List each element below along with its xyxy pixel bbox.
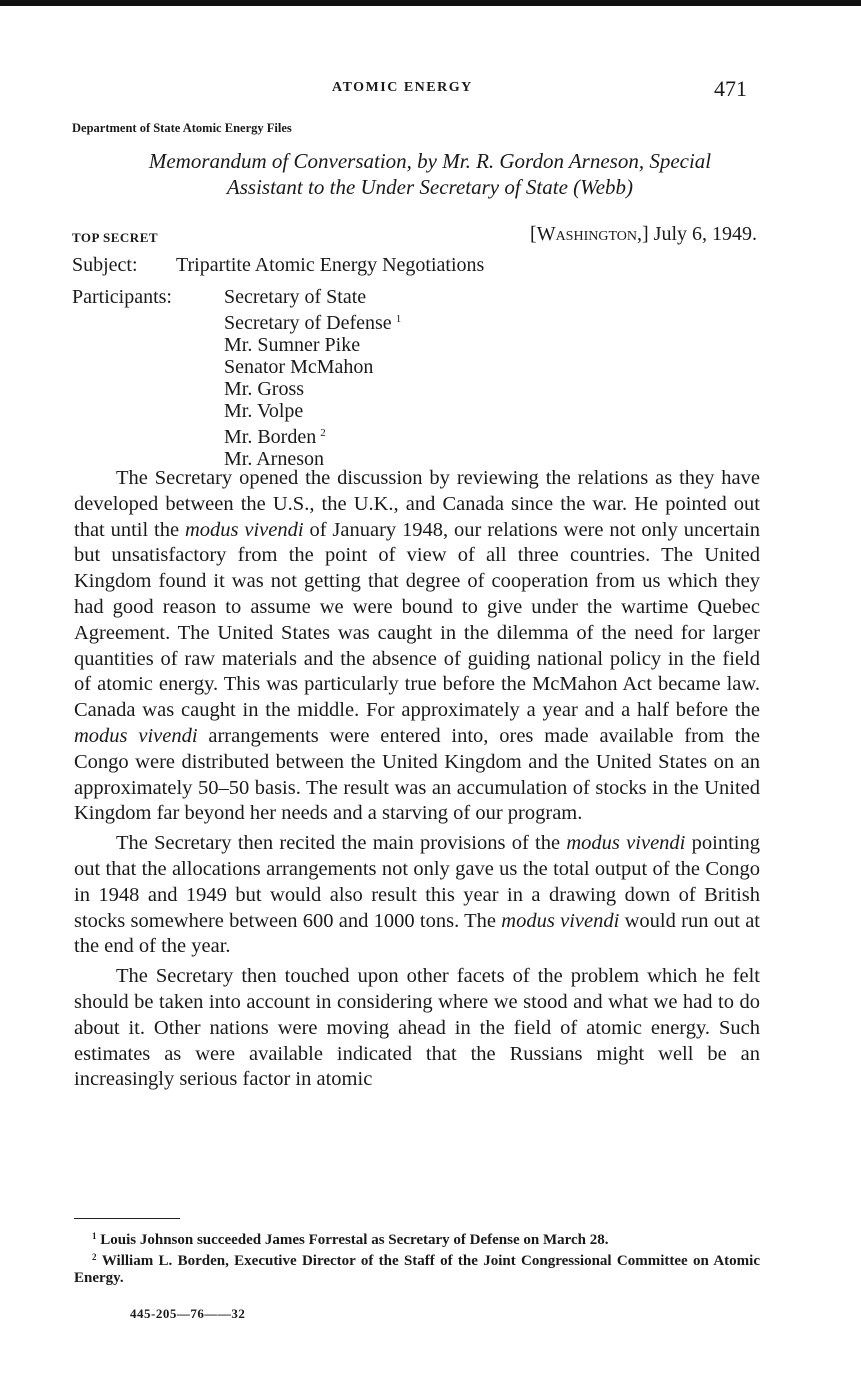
print-code: 445-205—76——32: [130, 1306, 246, 1321]
footnote-ref: 1: [395, 313, 402, 325]
participant-item: Secretary of State: [224, 286, 367, 308]
page-number: 471: [714, 76, 747, 101]
participant-item: Senator McMahon: [224, 356, 374, 378]
participant-item: Secretary of Defense $^1$: [224, 312, 402, 334]
participant-item: Mr. Volpe: [224, 400, 304, 422]
body-paragraph: The Secretary then touched upon other facets of the problem which he felt should be taken into account in considering where we stood and what we had to do about it. Other nations were moving ahead in the field of atomic energy. Such estimates as were available indicated that the Russians might well be an increasingly serious factor in atomic: [74, 965, 760, 1091]
page-top-border: [0, 0, 861, 6]
dateline-date: July 6, 1949.: [653, 223, 757, 245]
running-title: ATOMIC ENERGY: [332, 80, 473, 95]
footnotes: [74, 1228, 760, 1287]
participant-item: Mr. Gross: [224, 378, 305, 400]
memorandum-body: [74, 466, 760, 1097]
dateline-place: Washington: [536, 223, 637, 245]
participants-list: [72, 286, 401, 470]
body-paragraph: The Secretary opened the discussion by reviewing the relations as they have developed between the U.S., the U.K., and Canada since the war. He pointed out that until the modus vivendi of January 1948, our relations were not only uncertain but unsatisfactory from the point of view of all three countries. The United Kingdom found it was not getting that degree of cooperation from us which they had good reason to assume we were bound to give under the wartime Quebec Agreement. The United States was caught in the dilemma of the need for larger quantities of raw materials and the absence of guiding national policy in the field of atomic energy. This was particularly true before the McMahon Act became law. Canada was caught in the middle. For approximately a year and a half before the modus vivendi arrangements were entered into, ores made available from the Congo were distributed between the United Kingdom and the United States on an approximately 50–50 basis. The result was an accumulation of stocks in the United Kingdom far beyond her needs and a starving of our program.: [74, 467, 760, 825]
dateline: [Washington,] July 6, 1949.: [530, 223, 757, 245]
classification-label: TOP SECRET: [72, 230, 159, 245]
subject-text: Tripartite Atomic Energy Negotiations: [176, 254, 485, 276]
document-title: [60, 148, 800, 200]
participant-item: Mr. Sumner Pike: [224, 334, 361, 356]
subject-line: [72, 254, 484, 277]
document-title-line-2: Assistant to the Under Secretary of State (Webb): [226, 175, 634, 199]
document-title-line-1: Memorandum of Conversation, by Mr. R. Gordon Arneson, Special: [148, 149, 712, 173]
body-paragraph: The Secretary then recited the main provisions of the modus vivendi pointing out that the allocations arrangements not only gave us the total output of the Congo in 1948 and 1949 but would also result this year in a drawing down of British stocks somewhere between 600 and 1000 tons. The modus vivendi would run out at the end of the year.: [74, 832, 760, 958]
footnote-divider: [74, 1218, 180, 1219]
footnote: $^2$ William L. Borden, Executive Director of the Staff of the Joint Congressional Committee on Atomic Energy.: [74, 1252, 760, 1286]
participant-item: Mr. Arneson: [224, 448, 324, 470]
participants-label: Participants:: [72, 286, 172, 308]
footnote: $^1$ Louis Johnson succeeded James Forrestal as Secretary of Defense on March 28.: [92, 1231, 609, 1248]
participants-block: [72, 286, 401, 470]
footnote-ref: 2: [320, 427, 326, 439]
subject-label: Subject:: [72, 254, 138, 276]
running-header: [0, 76, 861, 102]
participant-item: Mr. Borden $^2$: [224, 426, 326, 448]
document-source: Department of State Atomic Energy Files: [72, 121, 292, 135]
